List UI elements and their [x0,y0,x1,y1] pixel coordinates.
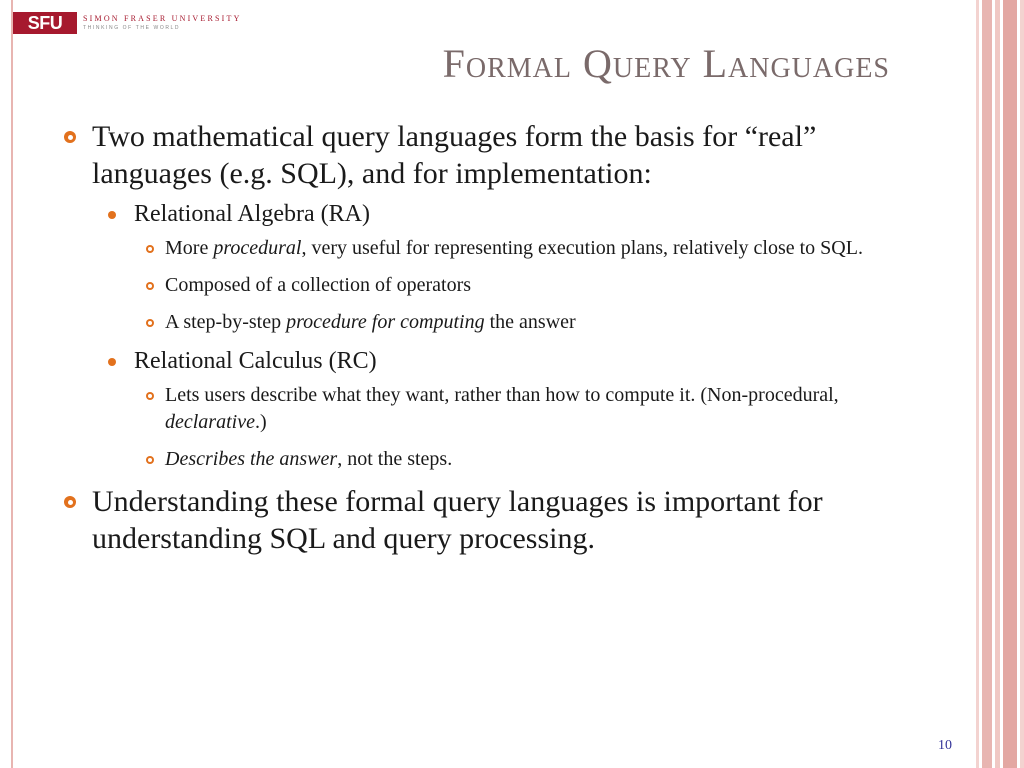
bullet-level3: Describes the answer, not the steps. [62,446,942,473]
bullet-level3: Lets users describe what they want, rather than how to compute it. (Non-procedural, declarative.) [62,382,942,436]
bullet-icon [146,456,154,464]
bullet-level2 [62,199,942,229]
bullet-icon [146,319,154,327]
page-number: 10 [938,738,952,753]
slide-body [62,118,942,564]
left-border-line [11,0,13,768]
logo-mark: SFU [13,12,77,34]
bullet-icon [108,211,116,219]
bullet-level1 [62,118,942,192]
bullet-icon [146,245,154,253]
bullet-icon [146,392,154,400]
bullet-level3: Composed of a collection of operators [62,272,942,299]
bullet-icon [64,496,76,508]
bullet-level3: A step-by-step procedure for computing the answer [62,309,942,336]
slide-title: Formal Query Languages [442,41,890,86]
bullet-icon [146,282,154,290]
bullet-text: Relational Calculus (RC) [134,348,377,374]
bullet-icon [64,131,76,143]
logo-tagline: THINKING OF THE WORLD [83,25,181,31]
bullet-text: Relational Algebra (RA) [134,201,370,227]
bullet-text: Understanding these formal query languages is important for understanding SQL and query processing. [92,485,823,555]
bullet-level1 [62,483,942,557]
bullet-text: Two mathematical query languages form the basis for “real” languages (e.g. SQL), and for implementation: [92,120,817,190]
bullet-level3: More procedural, very useful for representing execution plans, relatively close to SQL. [62,235,942,262]
bullet-icon [108,358,116,366]
sfu-logo [13,12,242,34]
bullet-level2 [62,346,942,376]
decorative-stripes [976,0,1024,768]
logo-university-name: SIMON FRASER UNIVERSITY [83,14,242,23]
